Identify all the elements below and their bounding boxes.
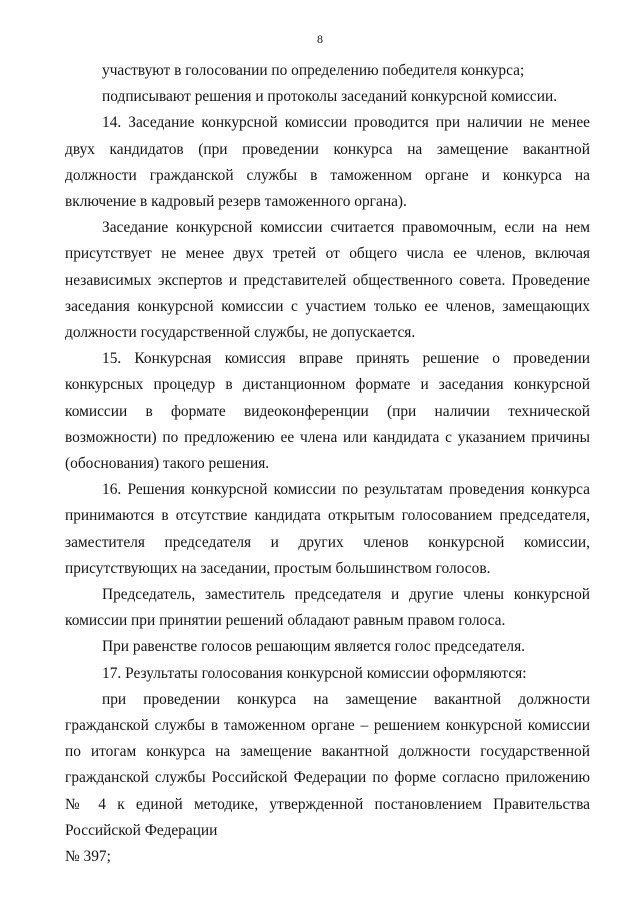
page-number: 8 — [317, 32, 323, 46]
paragraph-14: 14. Заседание конкурсной комиссии проводится при наличии не менее двух кандидатов (при проведении конкурса на замещение вакантной должности гражданской службы в таможенном органе и конкурса на включение в кадровый резерв таможенного органа). — [65, 114, 590, 211]
paragraph-signing: подписывают решения и протоколы заседаний конкурсной комиссии. — [102, 88, 558, 106]
paragraph-15: 15. Конкурсная комиссия вправе принять решение о проведении конкурсных процедур в дистанционном формате и заседания конкурсной комиссии в формате видеоконференции (при наличии технической возможности) по предложению ее члена или кандидата с указанием причины (обоснования) такого решения. — [65, 350, 590, 473]
paragraph-equal-vote: Председатель, заместитель председателя и другие члены конкурсной комиссии при принятии решений обладают равным правом голоса. — [65, 586, 590, 630]
paragraph-decree-number: № 397; — [65, 848, 111, 866]
paragraph-16: 16. Решения конкурсной комиссии по результатам проведения конкурса принимаются в отсутствие кандидата открытым голосованием председателя, заместителя председателя и других членов конкурсной комиссии, присутствующих на заседании, простым большинством голосов. — [65, 481, 590, 577]
paragraph-voting: участвуют в голосовании по определению победителя конкурса; — [102, 62, 525, 79]
paragraph-vacancy-results: при проведении конкурса на замещение вакантной должности гражданской службы в таможенном органе – решением конкурсной комиссии по итогам конкурса на замещение вакантной должности государственной гражданской службы Российской Федерации по форме согласно приложению № 4 к единой методике, утвержденной постановлением Правительства Российской Федерации — [65, 690, 590, 839]
paragraph-quorum: Заседание конкурсной комиссии считается правомочным, если на нем присутствует не менее двух третей от общего числа ее членов, включая независимых экспертов и представителей общественного совета. Проведение заседания конкурсной комиссии с участием только ее членов, замещающих должности государственной службы, не допускается. — [65, 219, 590, 342]
paragraph-17: 17. Результаты голосования конкурсной комиссии оформляются: — [102, 664, 527, 682]
paragraph-tie-vote: При равенстве голосов решающим является голос председателя. — [102, 638, 526, 656]
text-block-1 — [65, 58, 590, 870]
